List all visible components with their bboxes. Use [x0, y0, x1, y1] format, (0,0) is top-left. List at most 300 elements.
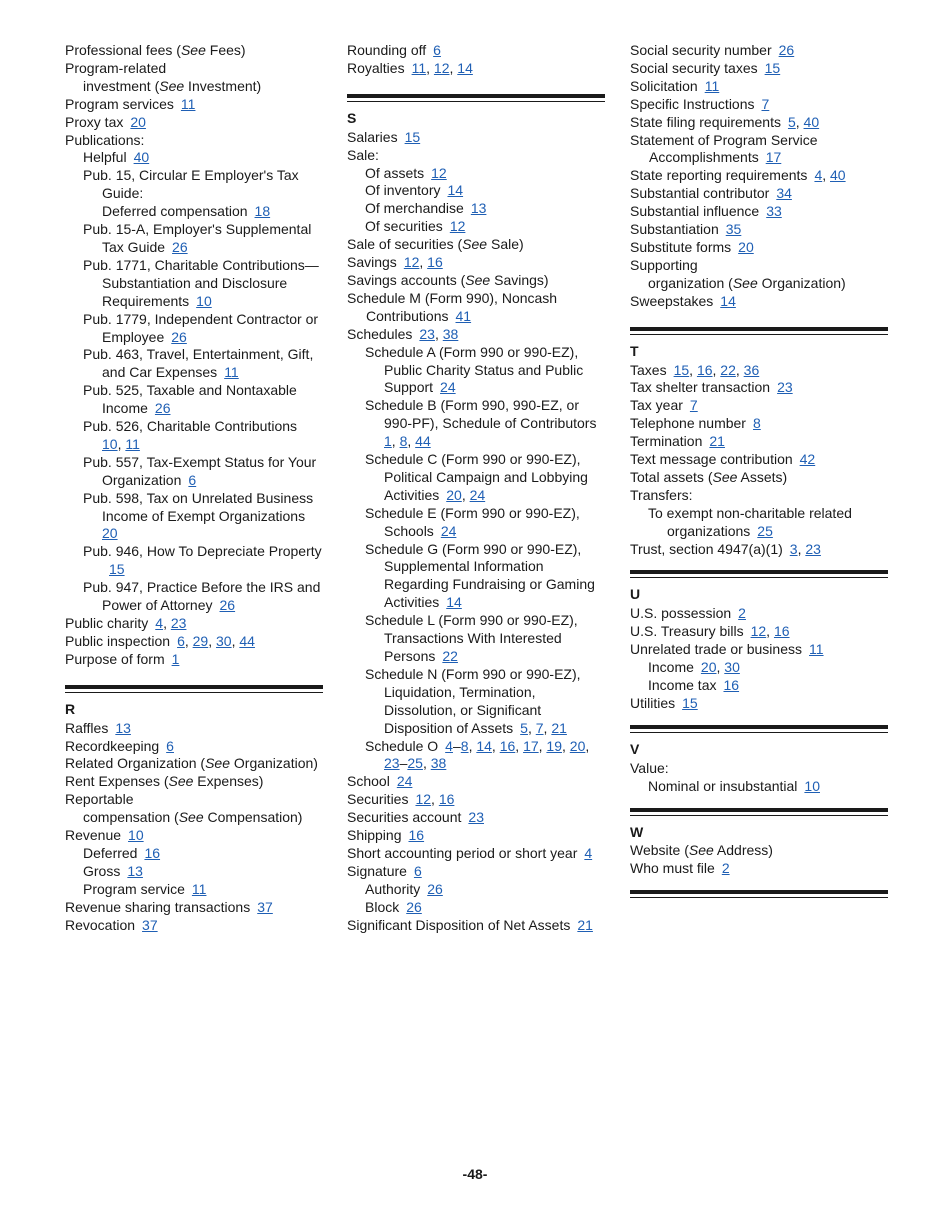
- page-link[interactable]: 13: [115, 719, 131, 736]
- entry-text: Pub. 946, How To Depreciate Property: [83, 543, 322, 560]
- index-entry-social-security-number: [630, 42, 888, 60]
- index-entry-solicitation: [630, 78, 888, 96]
- page-link[interactable]: 11: [180, 95, 196, 112]
- index-entry-schedules: [347, 326, 605, 344]
- page-link[interactable]: 25: [757, 522, 773, 539]
- page-link[interactable]: 26: [172, 238, 188, 255]
- page-link[interactable]: 23: [384, 755, 400, 772]
- page-link[interactable]: 11: [809, 641, 824, 658]
- page-separator: ,: [795, 113, 804, 130]
- page-separator: ,: [208, 632, 216, 649]
- page-link[interactable]: 7: [689, 397, 698, 414]
- see-reference: See: [159, 77, 185, 94]
- index-entry-value: [630, 760, 888, 778]
- page-link[interactable]: 44: [415, 433, 431, 450]
- page-link[interactable]: 21: [577, 916, 593, 933]
- page-link[interactable]: 15: [673, 361, 690, 378]
- index-entry-revenue-sharing-transactions: [65, 899, 323, 917]
- index-entry-income-tax: [630, 677, 888, 695]
- index-entry-schedule-g-form-990-or-990-ez-supplement: [347, 541, 605, 613]
- index-entry-reportable: [65, 791, 323, 809]
- page-link[interactable]: 17: [765, 149, 782, 166]
- page-number: -48-: [462, 1166, 488, 1182]
- page-link[interactable]: 21: [551, 719, 567, 736]
- entry-text: Organization): [757, 274, 846, 291]
- page-link[interactable]: 1: [384, 433, 392, 450]
- entry-text: organization (: [648, 274, 733, 291]
- page-separator: ,: [434, 325, 443, 342]
- index-entry-schedule-n-form-990-or-990-ez-liquidatio: [347, 666, 605, 738]
- entry-text: Social security number: [630, 42, 772, 58]
- page-link[interactable]: 20: [738, 238, 754, 255]
- index-entry-salaries: [347, 129, 605, 147]
- entry-text: Pub. 1771, Charitable Contributions—Substantiation and Disclosure Requirements: [83, 256, 319, 309]
- entry-text: Transfers:: [630, 486, 693, 503]
- entry-text: Schedule B (Form 990, 990-EZ, or 990-PF), Schedule of Contributors: [365, 397, 597, 432]
- page-link[interactable]: 23: [805, 540, 821, 557]
- page-separator: ,: [515, 737, 524, 754]
- page-link[interactable]: 14: [446, 594, 462, 611]
- index-entry-of-assets: [347, 165, 605, 183]
- entry-text: Professional fees (: [65, 42, 181, 58]
- page-link[interactable]: 7: [761, 95, 770, 112]
- index-entry-income: [630, 659, 888, 677]
- page-link[interactable]: 16: [427, 254, 443, 271]
- entry-text: Gross: [83, 862, 121, 879]
- entry-text: Schedule A (Form 990 or 990-EZ), Public Charity Status and Public Support: [365, 343, 584, 396]
- section-divider: [630, 327, 888, 335]
- entry-text: Salaries: [347, 128, 398, 145]
- entry-text: Program services: [65, 95, 174, 112]
- entry-text: Compensation): [203, 809, 303, 826]
- index-entry-block: [347, 899, 605, 917]
- page-link[interactable]: 14: [720, 292, 736, 309]
- page-link[interactable]: 11: [411, 59, 427, 76]
- index-entry-program-service: [65, 881, 323, 899]
- index-entry-tax-year: [630, 397, 888, 415]
- page-link[interactable]: 24: [469, 486, 486, 503]
- entry-text: Specific Instructions: [630, 95, 755, 112]
- entry-text: compensation (: [83, 809, 179, 826]
- entry-text: Pub. 526, Charitable Contributions: [83, 418, 298, 435]
- page-link[interactable]: 12: [403, 254, 420, 271]
- index-entry-substantiation: [630, 221, 888, 239]
- see-reference: See: [465, 271, 491, 288]
- entry-text: Tax year: [630, 397, 683, 414]
- entry-text: Pub. 1779, Independent Contractor or Employee: [83, 310, 319, 345]
- index-entry-pub-15-a-employer-s-supplemental-tax-gui: [65, 221, 323, 257]
- page-link[interactable]: 37: [142, 916, 158, 933]
- index-entry-program-related: [65, 60, 323, 78]
- entry-text: Deferred compensation: [102, 203, 248, 220]
- page-link[interactable]: 20: [569, 737, 586, 754]
- see-reference: See: [168, 773, 194, 790]
- page-link[interactable]: 20: [130, 113, 146, 130]
- index-entry-publications: [65, 132, 323, 150]
- page-link[interactable]: 6: [166, 737, 174, 754]
- page-link[interactable]: 8: [460, 737, 469, 754]
- entry-text: Schedule N (Form 990 or 990-EZ), Liquidation, Termination, Dissolution, or Significant Disposition of Assets: [365, 665, 581, 736]
- see-reference: See: [712, 468, 738, 485]
- entry-text: Who must file: [630, 860, 715, 877]
- page-link[interactable]: 26: [219, 597, 236, 614]
- entry-text: Sale of securities (: [347, 236, 463, 253]
- page-link[interactable]: 20: [700, 659, 717, 676]
- index-entry-securities: [347, 791, 605, 809]
- index-entry-state-filing-requirements: [630, 114, 888, 132]
- page-link[interactable]: 10: [804, 777, 820, 794]
- page-link[interactable]: 26: [171, 328, 187, 345]
- index-entry-total-assets-see-assets: [630, 469, 888, 487]
- index-entry-securities-account: [347, 809, 605, 827]
- entry-text: Related Organization (: [65, 755, 206, 772]
- index-entry-supporting: [630, 257, 888, 275]
- entry-text: Supporting: [630, 256, 698, 273]
- entry-text: Termination: [630, 433, 703, 450]
- entry-text: Substitute forms: [630, 238, 732, 255]
- page-separator: ,: [712, 361, 721, 378]
- page-link[interactable]: 10: [196, 292, 212, 309]
- page-link[interactable]: 44: [239, 632, 255, 649]
- index-entry-professional-fees-see-fees: [65, 42, 323, 60]
- page-link[interactable]: 10: [128, 827, 144, 844]
- page-link[interactable]: 23: [419, 325, 435, 342]
- section-letter-v: V: [630, 740, 640, 757]
- page-separator: ,: [231, 632, 240, 649]
- entry-text: Telephone number: [630, 415, 746, 432]
- page-link[interactable]: 22: [442, 648, 458, 664]
- page-link[interactable]: 23: [777, 379, 793, 396]
- page-link[interactable]: 7: [535, 719, 544, 736]
- entry-text: Investment): [184, 77, 262, 94]
- page-link[interactable]: 12: [433, 59, 450, 76]
- entry-text: Value:: [630, 759, 669, 776]
- entry-text: Organization): [230, 755, 318, 772]
- index-entry-substitute-forms: [630, 239, 888, 257]
- entry-text: Sale): [487, 236, 524, 253]
- page-separator: ,: [689, 361, 697, 378]
- index-entry-deferred: [65, 845, 323, 863]
- page-link[interactable]: 29: [192, 632, 209, 649]
- page-link[interactable]: 8: [399, 433, 408, 450]
- page-link[interactable]: 38: [430, 755, 447, 772]
- page-link[interactable]: 20: [446, 486, 462, 503]
- page-link[interactable]: 14: [476, 737, 492, 754]
- page-link[interactable]: 26: [778, 42, 795, 58]
- page-link[interactable]: 23: [468, 809, 484, 826]
- page-link[interactable]: 23: [170, 615, 187, 631]
- entry-text: Schedule O: [365, 737, 439, 754]
- index-entry-trust-section-4947-a-1: [630, 541, 888, 559]
- page-link[interactable]: 40: [133, 149, 150, 166]
- page-link[interactable]: 11: [704, 77, 720, 94]
- entry-text: Text message contribution: [630, 451, 793, 468]
- entry-text: Substantial influence: [630, 203, 760, 220]
- index-entry-investment-see-investment: [65, 78, 323, 96]
- page-link[interactable]: 16: [773, 623, 790, 640]
- page-separator: ,: [716, 659, 725, 676]
- entry-text: Schedule M (Form 990), Noncash Contributions: [347, 289, 558, 324]
- page-link[interactable]: 36: [743, 361, 760, 378]
- entry-text: Reportable: [65, 791, 134, 808]
- index-entry-recordkeeping: [65, 738, 323, 756]
- index-entry-schedule-b-form-990-990-ez-or-990-pf-sch: [347, 397, 605, 451]
- entry-text: Expenses): [193, 773, 264, 790]
- page-link[interactable]: 26: [406, 898, 422, 915]
- entry-text: Purpose of form: [65, 650, 165, 667]
- entry-text: Pub. 557, Tax-Exempt Status for Your Organization: [83, 453, 317, 488]
- entry-text: Schedule E (Form 990 or 990-EZ), Schools: [365, 504, 580, 539]
- page-link[interactable]: 16: [144, 844, 161, 861]
- page-separator: ,: [562, 737, 570, 754]
- page-separator: ,: [461, 486, 470, 503]
- see-reference: See: [688, 842, 714, 859]
- page-link[interactable]: 2: [721, 860, 730, 877]
- entry-text: Savings: [347, 254, 397, 271]
- page-link[interactable]: 19: [546, 737, 562, 754]
- page-separator: ,: [468, 737, 477, 754]
- entry-text: Schedule L (Form 990 or 990-EZ), Transactions With Interested Persons: [365, 612, 578, 664]
- section-divider: [347, 94, 605, 102]
- page-separator: ,: [822, 167, 831, 184]
- index-entry-sale: [347, 147, 605, 165]
- index-entry-compensation-see-compensation: [65, 809, 323, 827]
- section-letter-w: W: [630, 823, 644, 840]
- entry-text: Schedule G (Form 990 or 990-EZ), Supplemental Information Regarding Fundraising or Gaming Activities: [365, 540, 595, 611]
- page-link[interactable]: 5: [787, 113, 796, 130]
- page-separator: ,: [585, 737, 590, 754]
- index-entry-schedule-o: [347, 738, 605, 774]
- page-separator: ,: [449, 59, 458, 76]
- page-link[interactable]: 22: [720, 361, 736, 378]
- entry-text: Statement of Program Service Accomplishments: [630, 131, 818, 166]
- page-separator: ,: [184, 632, 193, 649]
- page-link[interactable]: 4: [155, 615, 164, 631]
- page-link[interactable]: 37: [257, 898, 273, 915]
- index-entry-pub-525-taxable-and-nontaxable-income: [65, 382, 323, 418]
- entry-text: Schedule C (Form 990 or 990-EZ), Political Campaign and Lobbying Activities: [365, 451, 588, 503]
- page-link[interactable]: 3: [789, 540, 798, 557]
- index-entry-pub-946-how-to-depreciate-property: [65, 543, 323, 579]
- page-link[interactable]: 41: [455, 307, 472, 324]
- page-separator: ,: [797, 540, 806, 557]
- section-letter-t: T: [630, 342, 639, 359]
- index-entry-taxes: [630, 362, 888, 380]
- page-link[interactable]: 15: [682, 694, 698, 711]
- index-entry-savings-accounts-see-savings: [347, 272, 605, 290]
- page-link[interactable]: 26: [154, 400, 171, 417]
- page-link[interactable]: 8: [752, 415, 761, 432]
- index-entry-unrelated-trade-or-business: [630, 641, 888, 659]
- index-entry-royalties: [347, 60, 605, 78]
- index-entry-pub-463-travel-entertainment-gift-and-ca: [65, 346, 323, 382]
- page-link[interactable]: 11: [191, 880, 207, 897]
- page-link[interactable]: 4: [445, 737, 453, 754]
- entry-text: Of merchandise: [365, 200, 464, 217]
- page-link[interactable]: 16: [696, 361, 713, 378]
- entry-text: Pub. 15, Circular E Employer's Tax Guide:: [83, 167, 299, 202]
- index-entry-u-s-treasury-bills: [630, 623, 888, 641]
- index-entry-nominal-or-insubstantial: [630, 778, 888, 796]
- entry-text: Pub. 525, Taxable and Nontaxable Income: [83, 382, 297, 417]
- page-link[interactable]: 6: [177, 632, 185, 649]
- index-entry-purpose-of-form: [65, 651, 323, 669]
- section-divider: [65, 685, 323, 693]
- see-reference: See: [732, 274, 758, 291]
- index-entry-specific-instructions: [630, 96, 888, 114]
- index-entry-helpful: [65, 149, 323, 167]
- page-link[interactable]: 12: [415, 791, 432, 808]
- page-link[interactable]: 13: [127, 862, 143, 879]
- page-link[interactable]: 26: [427, 880, 443, 897]
- entry-text: Utilities: [630, 694, 676, 711]
- index-entry-schedule-c-form-990-or-990-ez-political-: [347, 451, 605, 505]
- page-link[interactable]: 6: [188, 471, 197, 488]
- index-entry-proxy-tax: [65, 114, 323, 132]
- index-entry-utilities: [630, 695, 888, 713]
- page-link[interactable]: 12: [750, 623, 767, 640]
- page-link[interactable]: 4: [584, 844, 593, 861]
- entry-text: Rounding off: [347, 42, 427, 58]
- index-entry-deferred-compensation: [65, 203, 323, 221]
- entry-text: Trust, section 4947(a)(1): [630, 540, 783, 557]
- entry-text: Fees): [205, 42, 246, 58]
- index-entry-u-s-possession: [630, 605, 888, 623]
- index-entry-schedule-l-form-990-or-990-ez-transactio: [347, 612, 605, 666]
- page-separator: ,: [735, 361, 744, 378]
- entry-text: Program service: [83, 880, 185, 897]
- page-link[interactable]: 34: [776, 185, 792, 202]
- index-entry-pub-557-tax-exempt-status-for-your-organ: [65, 454, 323, 490]
- index-entry-signature: [347, 863, 605, 881]
- index-entry-state-reporting-requirements: [630, 167, 888, 185]
- page-link[interactable]: 40: [830, 167, 846, 184]
- index-entry-rounding-off: [347, 42, 605, 60]
- page-link[interactable]: 16: [499, 737, 516, 754]
- index-entry-of-merchandise: [347, 200, 605, 218]
- page-link[interactable]: 16: [438, 791, 455, 808]
- entry-text: Website (: [630, 842, 689, 859]
- index-entry-savings: [347, 254, 605, 272]
- index-entry-of-inventory: [347, 182, 605, 200]
- index-entry-short-accounting-period-or-short-year: [347, 845, 605, 863]
- page-separator: ,: [543, 719, 552, 736]
- entry-text: Substantiation: [630, 221, 719, 238]
- index-entry-organization-see-organization: [630, 275, 888, 293]
- entry-text: Raffles: [65, 719, 109, 736]
- page-link[interactable]: 10: [102, 435, 118, 452]
- page-link[interactable]: 30: [216, 632, 232, 649]
- entry-text: Pub. 15-A, Employer's Supplemental Tax Guide: [83, 221, 312, 255]
- entry-text: Pub. 598, Tax on Unrelated Business Income of Exempt Organizations: [83, 489, 314, 524]
- index-entry-termination: [630, 433, 888, 451]
- page-link[interactable]: 21: [709, 433, 725, 450]
- page-link[interactable]: 17: [523, 737, 539, 754]
- page-link[interactable]: 16: [408, 827, 425, 844]
- entry-text: Short accounting period or short year: [347, 844, 578, 861]
- page-link[interactable]: 24: [396, 773, 413, 790]
- page-link[interactable]: 13: [470, 200, 487, 217]
- entry-text: Sweepstakes: [630, 292, 714, 309]
- entry-text: Shipping: [347, 827, 402, 844]
- page-link[interactable]: 38: [442, 325, 459, 342]
- page-link[interactable]: 14: [457, 59, 473, 76]
- page-link[interactable]: 30: [724, 659, 740, 676]
- page-link[interactable]: 4: [814, 167, 823, 184]
- index-entry-revenue: [65, 827, 323, 845]
- index-entry-pub-598-tax-on-unrelated-business-income: [65, 490, 323, 544]
- page-link[interactable]: 40: [803, 113, 820, 130]
- page-link[interactable]: 33: [766, 203, 782, 220]
- page-separator: ,: [407, 433, 416, 450]
- entry-text: Taxes: [630, 361, 667, 378]
- page-separator: –: [452, 737, 461, 754]
- page-link[interactable]: 1: [171, 650, 180, 667]
- index-entry-school: [347, 773, 605, 791]
- page-link[interactable]: 24: [440, 379, 456, 396]
- page-separator: ,: [117, 435, 126, 452]
- page-separator: ,: [538, 737, 547, 754]
- entry-text: U.S. possession: [630, 605, 732, 622]
- page-link[interactable]: 12: [431, 164, 447, 181]
- page-separator: ,: [419, 254, 428, 271]
- index-column-1: [65, 42, 323, 935]
- page-link[interactable]: 5: [520, 719, 528, 736]
- page-link[interactable]: 24: [440, 522, 457, 539]
- index-entry-statement-of-program-service-accomplishm: [630, 132, 888, 168]
- page-link[interactable]: 2: [738, 605, 746, 622]
- entry-text: Address): [713, 842, 773, 859]
- entry-text: Of assets: [365, 164, 425, 181]
- entry-text: Deferred: [83, 844, 138, 861]
- see-reference: See: [205, 755, 230, 772]
- page-link[interactable]: 15: [764, 59, 781, 76]
- page-link[interactable]: 25: [407, 755, 423, 772]
- page-link[interactable]: 16: [723, 677, 740, 693]
- page-link[interactable]: 11: [125, 435, 140, 452]
- page-link[interactable]: 12: [449, 218, 466, 235]
- index-entry-text-message-contribution: [630, 451, 888, 469]
- page-separator: ,: [163, 615, 171, 631]
- page-separator: ,: [766, 623, 774, 640]
- page-link[interactable]: 15: [109, 561, 125, 578]
- page-link[interactable]: 15: [404, 128, 421, 145]
- page-link[interactable]: 35: [725, 221, 742, 238]
- entry-text: Signature: [347, 862, 407, 879]
- entry-text: Pub. 947, Practice Before the IRS and Power of Attorney: [83, 579, 321, 614]
- index-entry-transfers: [630, 487, 888, 505]
- section-divider: [630, 725, 888, 733]
- entry-text: investment (: [83, 77, 160, 94]
- entry-text: Sale:: [347, 146, 379, 163]
- entry-text: Public inspection: [65, 632, 171, 649]
- page-separator: ,: [422, 755, 431, 772]
- index-entry-rent-expenses-see-expenses: [65, 773, 323, 791]
- entry-text: Significant Disposition of Net Assets: [347, 916, 571, 933]
- page-link[interactable]: 11: [224, 364, 239, 381]
- page-link[interactable]: 6: [413, 862, 422, 879]
- page-link[interactable]: 14: [447, 182, 464, 199]
- page-link[interactable]: 6: [433, 42, 441, 58]
- index-entry-pub-947-practice-before-the-irs-and-powe: [65, 579, 323, 615]
- page-link[interactable]: 20: [102, 525, 118, 542]
- section-letter-r: R: [65, 700, 76, 717]
- page-link[interactable]: 42: [799, 451, 816, 468]
- page-link[interactable]: 18: [254, 203, 271, 220]
- index-entry-related-organization-see-organization: [65, 755, 323, 773]
- page-separator: ,: [426, 59, 434, 76]
- entry-text: School: [347, 773, 390, 790]
